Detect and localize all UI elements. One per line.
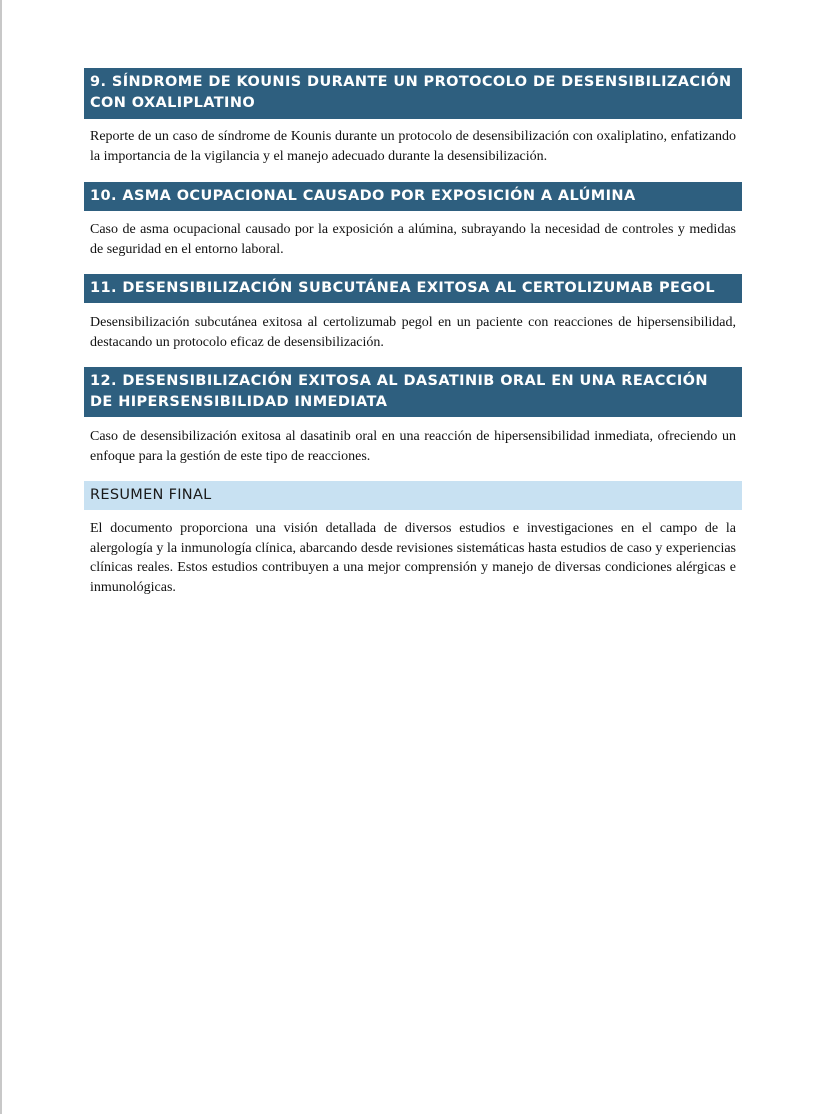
section-9 bbox=[84, 68, 742, 172]
section-body: Reporte de un caso de síndrome de Kounis durante un protocolo de desensibilización con oxaliplatino, enfatizando la importancia de la vigilancia y el manejo adecuado durante la desensibilización. bbox=[90, 129, 736, 164]
summary-body: El documento proporciona una visión detallada de diversos estudios e investigaciones en el campo de la alergología y la inmunología clínica, abarcando desde revisiones sistemáticas hasta estudios de caso y experiencias clínicas reales. Estos estudios contribuyen a una mejor comprensión y manejo de diversas condiciones alérgicas e inmunológicas. bbox=[90, 521, 736, 595]
summary-section bbox=[84, 481, 742, 597]
document-content bbox=[84, 68, 742, 607]
section-title: 12. DESENSIBILIZACIÓN EXITOSA AL DASATINIB ORAL EN UNA REACCIÓN DE HIPERSENSIBILIDAD INMEDIATA bbox=[84, 367, 742, 417]
section-10 bbox=[84, 182, 742, 264]
section-body: Caso de asma ocupacional causado por la exposición a alúmina, subrayando la necesidad de controles y medidas de seguridad en el entorno laboral. bbox=[90, 222, 736, 257]
page-edge bbox=[0, 0, 2, 1114]
section-body: Desensibilización subcutánea exitosa al certolizumab pegol en un paciente con reacciones de hipersensibilidad, destacando un protocolo eficaz de desensibilización. bbox=[90, 315, 736, 350]
summary-title: RESUMEN FINAL bbox=[84, 481, 742, 510]
section-title: 11. DESENSIBILIZACIÓN SUBCUTÁNEA EXITOSA AL CERTOLIZUMAB PEGOL bbox=[84, 274, 742, 303]
section-body: Caso de desensibilización exitosa al dasatinib oral en una reacción de hipersensibilidad inmediata, ofreciendo un enfoque para la gestión de este tipo de reacciones. bbox=[90, 429, 736, 464]
section-12 bbox=[84, 367, 742, 471]
section-11 bbox=[84, 274, 742, 357]
section-title: 9. SÍNDROME DE KOUNIS DURANTE UN PROTOCOLO DE DESENSIBILIZACIÓN CON OXALIPLATINO bbox=[84, 68, 742, 119]
section-title: 10. ASMA OCUPACIONAL CAUSADO POR EXPOSICIÓN A ALÚMINA bbox=[84, 182, 742, 211]
